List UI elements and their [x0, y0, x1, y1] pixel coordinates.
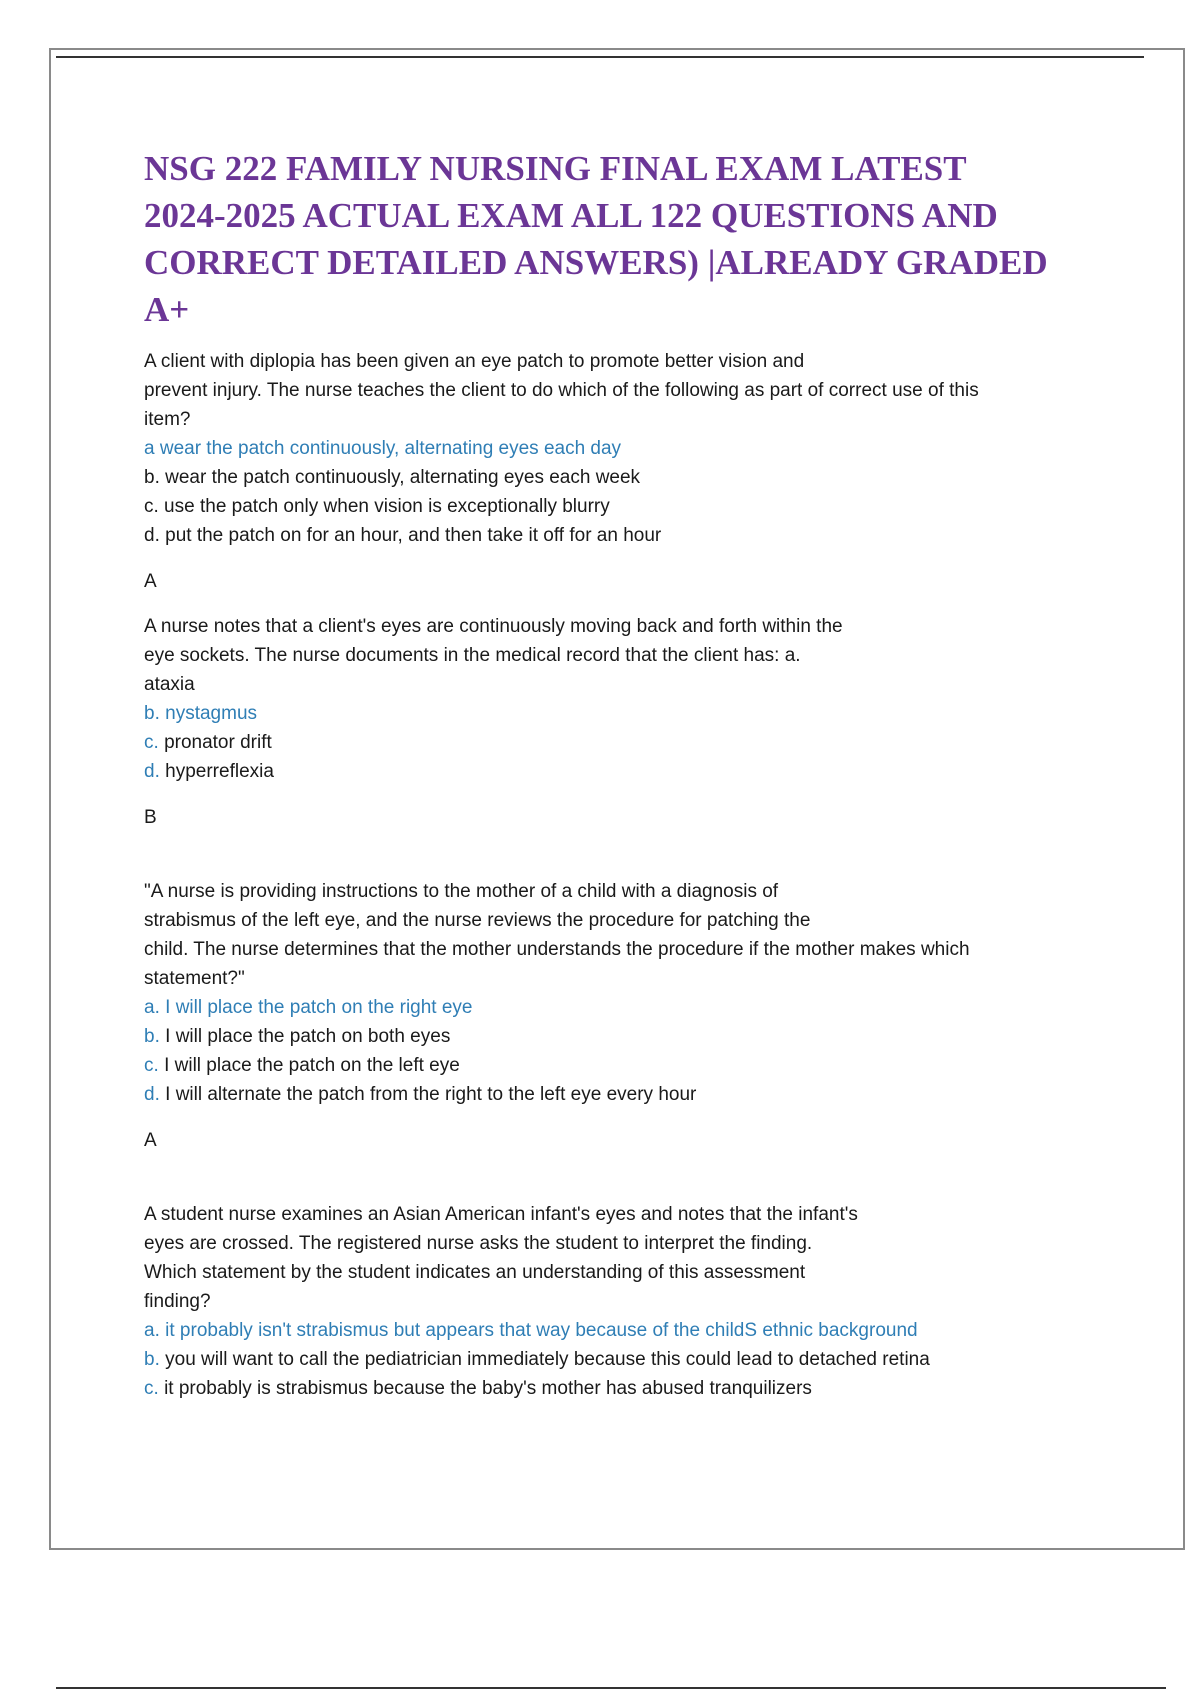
option-b	[144, 1345, 1094, 1374]
question-stem-line: ataxia	[144, 674, 195, 695]
option-letter: c.	[144, 732, 159, 753]
option-a-correct: a wear the patch continuously, alternating eyes each day	[144, 438, 622, 459]
question-stem-line: A nurse notes that a client's eyes are continuously moving back and forth within the	[144, 616, 843, 637]
title-line: CORRECT DETAILED ANSWERS) |ALREADY GRADED	[144, 243, 1048, 282]
question-stem-line: statement?"	[144, 968, 245, 989]
option-c	[144, 1051, 1094, 1080]
option-letter: a.	[144, 997, 160, 1018]
bottom-rule	[56, 1687, 1166, 1689]
option-b-correct	[144, 699, 1094, 728]
option-c	[144, 1374, 1094, 1403]
answer-key: A	[144, 571, 157, 592]
question-1	[144, 347, 1094, 596]
option-text: it probably is strabismus because the baby's mother has abused tranquilizers	[164, 1378, 812, 1399]
option-text: I will place the patch on the left eye	[164, 1055, 460, 1076]
option-a-correct	[144, 993, 1094, 1022]
option-text: I will place the patch on both eyes	[165, 1026, 451, 1047]
title-line: 2024-2025 ACTUAL EXAM ALL 122 QUESTIONS AND	[144, 196, 998, 235]
option-text: hyperreflexia	[165, 761, 274, 782]
question-4	[144, 1200, 1094, 1403]
option-text: it probably isn't strabismus but appears that way because of the childS ethnic background	[165, 1320, 918, 1341]
option-letter: b.	[144, 1026, 160, 1047]
top-rule	[56, 56, 1144, 58]
option-a-correct	[144, 1316, 1094, 1345]
option-letter: d.	[144, 761, 160, 782]
option-text: nystagmus	[165, 703, 258, 724]
option-letter: b.	[144, 1349, 160, 1370]
question-stem-line: finding?	[144, 1291, 211, 1312]
option-text: I will place the patch on the right eye	[165, 997, 473, 1018]
option-text: I will alternate the patch from the right to the left eye every hour	[165, 1084, 697, 1105]
question-stem-line: eyes are crossed. The registered nurse asks the student to interpret the finding.	[144, 1233, 813, 1254]
option-letter: b.	[144, 703, 160, 724]
option-text: pronator drift	[164, 732, 272, 753]
question-stem-line: eye sockets. The nurse documents in the medical record that the client has: a.	[144, 645, 801, 666]
question-stem-line: strabismus of the left eye, and the nurse reviews the procedure for patching the	[144, 910, 811, 931]
option-letter: d.	[144, 1084, 160, 1105]
option-letter: a.	[144, 1320, 160, 1341]
option-d	[144, 757, 1094, 786]
option-text: you will want to call the pediatrician immediately because this could lead to detached retina	[165, 1349, 930, 1370]
option-c: c. use the patch only when vision is exceptionally blurry	[144, 496, 610, 517]
question-stem-line: prevent injury. The nurse teaches the client to do which of the following as part of correct use of this	[144, 380, 979, 401]
question-3	[144, 877, 1094, 1155]
title-line: A+	[144, 290, 190, 329]
option-d	[144, 1080, 1094, 1109]
title-line: NSG 222 FAMILY NURSING FINAL EXAM LATEST	[144, 149, 967, 188]
option-c	[144, 728, 1094, 757]
question-stem-line: item?	[144, 409, 191, 430]
question-stem-line: child. The nurse determines that the mother understands the procedure if the mother makes which	[144, 939, 970, 960]
question-stem-line: Which statement by the student indicates an understanding of this assessment	[144, 1262, 806, 1283]
question-2	[144, 612, 1094, 832]
option-b: b. wear the patch continuously, alternating eyes each week	[144, 467, 641, 488]
question-stem-line: A client with diplopia has been given an eye patch to promote better vision and	[144, 351, 805, 372]
document-content	[144, 145, 1094, 1403]
question-stem-line: A student nurse examines an Asian American infant's eyes and notes that the infant's	[144, 1204, 858, 1225]
document-title	[144, 145, 1094, 333]
question-stem-line: "A nurse is providing instructions to the mother of a child with a diagnosis of	[144, 881, 779, 902]
option-letter: c.	[144, 1055, 159, 1076]
option-letter: c.	[144, 1378, 159, 1399]
option-b	[144, 1022, 1094, 1051]
answer-key: B	[144, 807, 157, 828]
answer-key: A	[144, 1130, 157, 1151]
option-d: d. put the patch on for an hour, and then take it off for an hour	[144, 525, 662, 546]
